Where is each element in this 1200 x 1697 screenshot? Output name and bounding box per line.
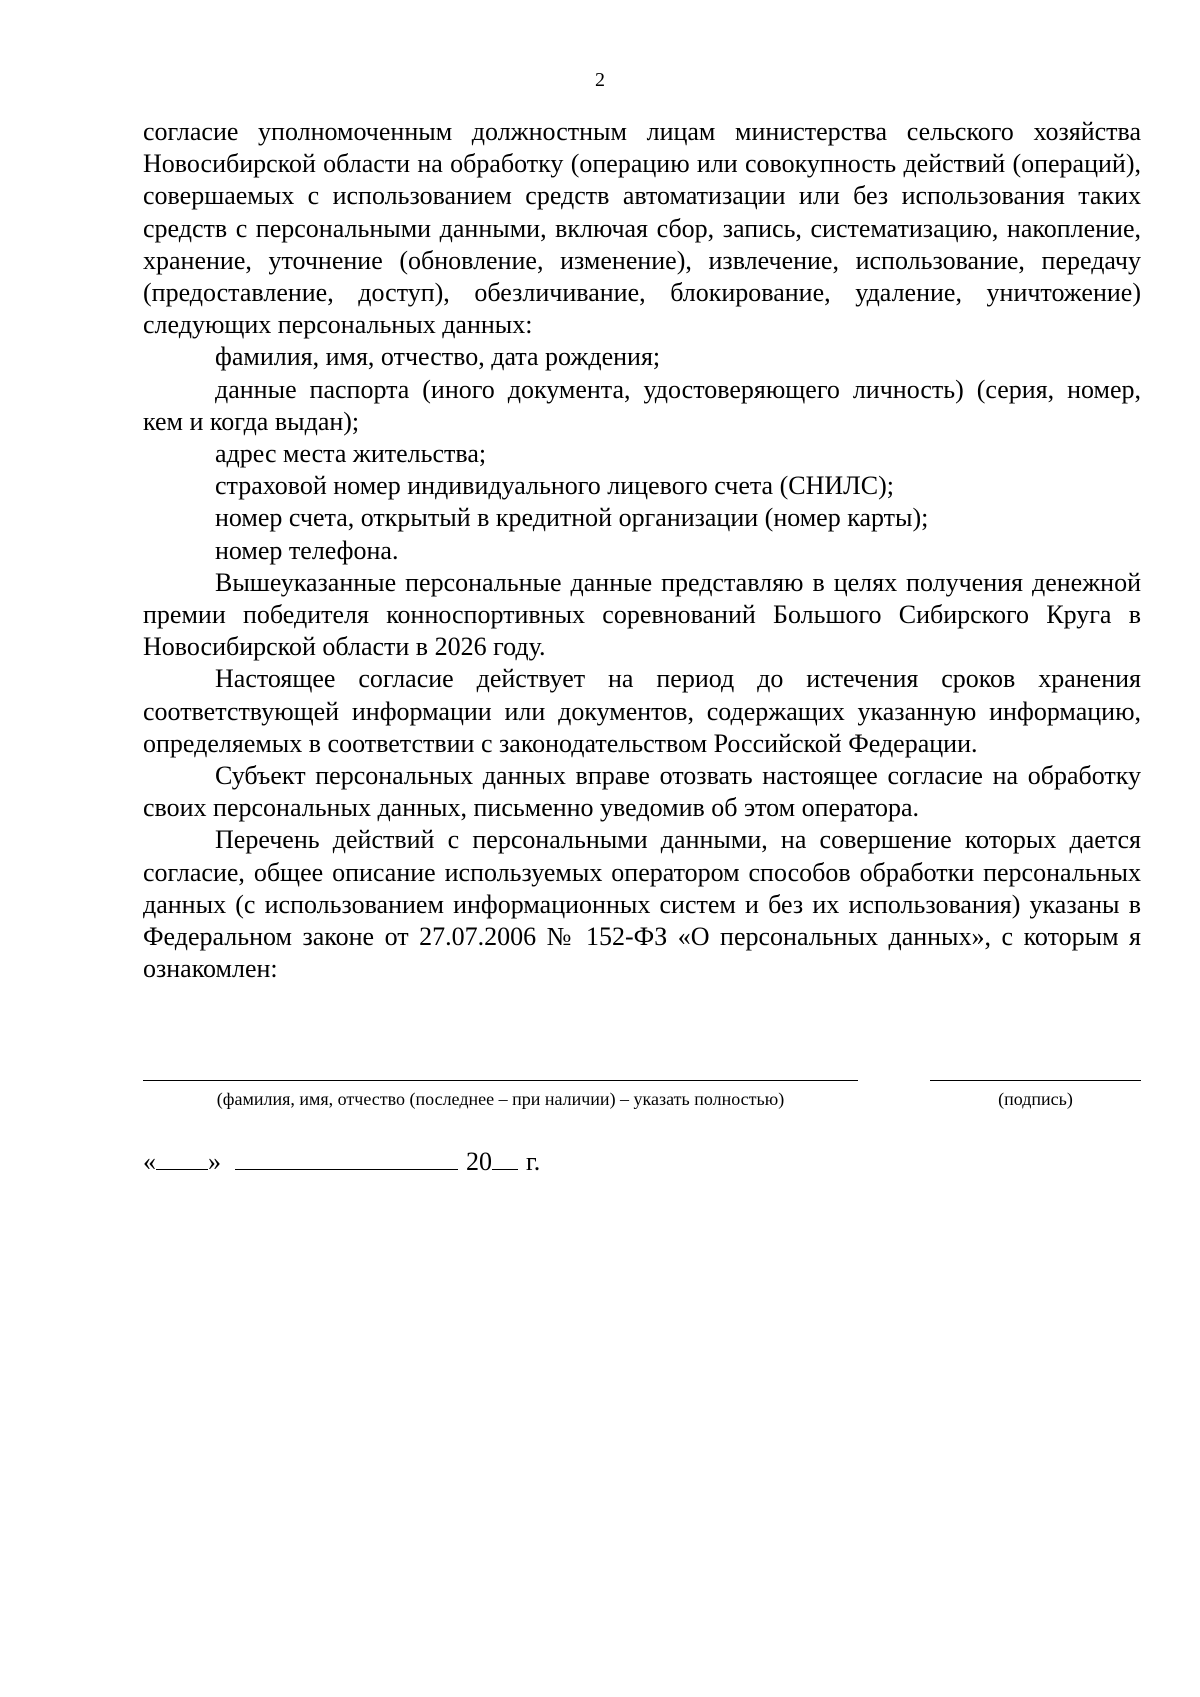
year-prefix: 20 (466, 1147, 492, 1176)
signature-field-line[interactable] (930, 1080, 1141, 1081)
day-field-line[interactable] (156, 1145, 208, 1170)
date-line (143, 1145, 540, 1185)
signature-block (143, 1080, 1141, 1130)
paragraph-item-passport: данные паспорта (иного документа, удостоверяющего личность) (серия, номер, кем и когда выдан); (143, 374, 1141, 436)
fio-caption: (фамилия, имя, отчество (последнее – при наличии) – указать полностью) (216, 1089, 785, 1109)
year-field-line[interactable] (492, 1145, 518, 1170)
paragraph-item-fio: фамилия, имя, отчество, дата рождения; (215, 342, 661, 372)
paragraph-item-snils: страховой номер индивидуального лицевого счета (СНИЛС); (215, 471, 894, 501)
paragraph-revocation: Субъект персональных данных вправе отозвать настоящее согласие на обработку своих персональных данных, письменно уведомив об этом оператора. (143, 761, 1141, 823)
paragraph-item-account: номер счета, открытый в кредитной организации (номер карты); (215, 503, 929, 533)
close-quote: » (208, 1147, 221, 1176)
consent-body (143, 116, 1141, 985)
signature-caption: (подпись) (998, 1089, 1073, 1109)
paragraph-validity: Настоящее согласие действует на период до истечения сроков хранения соответствующей информации или документов, содержащих указанную информацию, определяемых в соответствии с законодательством Российской Федерации. (143, 664, 1141, 758)
page-number: 2 (595, 69, 605, 91)
year-suffix: г. (526, 1147, 541, 1176)
fio-field-line[interactable] (143, 1080, 858, 1081)
paragraph-consent-intro: согласие уполномоченным должностным лицам министерства сельского хозяйства Новосибирской области на обработку (операцию или совокупность действий (операций), совершаемых с использованием средств автоматизации или без использования таких средств с персональными данными, включая сбор, запись, систематизацию, накопление, хранение, уточнение (обновление, изменение), извлечение, использование, передачу (предоставление, доступ), обезличивание, блокирование, удаление, уничтожение) следующих персональных данных: (143, 117, 1141, 340)
open-quote: « (143, 1147, 156, 1176)
paragraph-item-phone: номер телефона. (215, 535, 399, 565)
month-field-line[interactable] (235, 1145, 458, 1170)
paragraph-purpose: Вышеуказанные персональные данные представляю в целях получения денежной премии победителя конноспортивных соревнований Большого Сибирского Круга в Новосибирской области в 2026 году. (143, 567, 1141, 662)
paragraph-law-reference: Перечень действий с персональными данными, на совершение которых дается согласие, общее описание используемых оператором способов обработки персональных данных (с использованием информационных систем и без их использования) указаны в Федеральном законе от 27.07.2006 № 152-ФЗ «О персональных данных», с которым я ознакомлен: (143, 825, 1141, 984)
paragraph-item-address: адрес места жительства; (215, 439, 487, 469)
